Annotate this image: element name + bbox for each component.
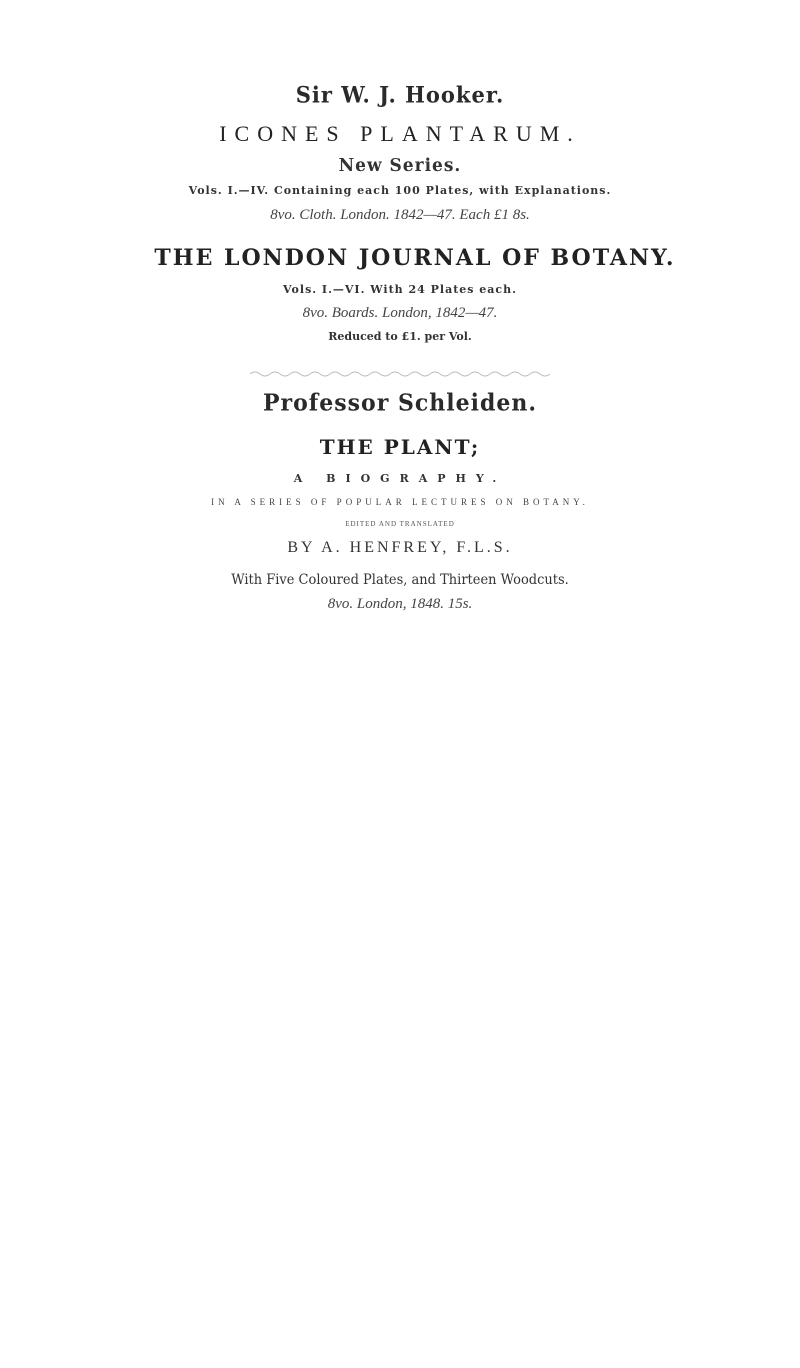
series-new: New Series. bbox=[338, 155, 462, 177]
details-london-journal: Vols. I.—VI. With 24 Plates each. bbox=[283, 283, 517, 296]
subtitle-biography: A BIOGRAPHY. bbox=[293, 472, 507, 485]
edited-translated: EDITED AND TRANSLATED bbox=[345, 520, 455, 528]
plates-woodcuts: With Five Coloured Plates, and Thirteen Woodcuts. bbox=[231, 572, 569, 589]
price-london-journal: Reduced to £1. per Vol. bbox=[328, 330, 472, 343]
title-london-journal: THE LONDON JOURNAL OF BOTANY. bbox=[154, 245, 676, 271]
title-icones-plantarum: ICONES PLANTARUM. bbox=[219, 121, 581, 146]
series-lectures: IN A SERIES OF POPULAR LECTURES ON BOTANY. bbox=[211, 497, 589, 507]
title-the-plant: THE PLANT; bbox=[319, 435, 481, 459]
author-schleiden: Professor Schleiden. bbox=[263, 389, 537, 417]
publication-london-journal: 8vo. Boards. London, 1842—47. bbox=[302, 305, 498, 321]
translator-credit: BY A. HENFREY, F.L.S. bbox=[287, 539, 513, 556]
details-icones: Vols. I.—IV. Containing each 100 Plates, with Explanations. bbox=[188, 184, 612, 197]
author-hooker: Sir W. J. Hooker. bbox=[295, 81, 505, 108]
wavy-divider bbox=[250, 365, 550, 373]
wavy-divider-icon bbox=[250, 370, 550, 378]
publication-the-plant: 8vo. London, 1848. 15s. bbox=[327, 596, 473, 612]
publication-icones: 8vo. Cloth. London. 1842—47. Each £1 8s. bbox=[270, 207, 530, 223]
